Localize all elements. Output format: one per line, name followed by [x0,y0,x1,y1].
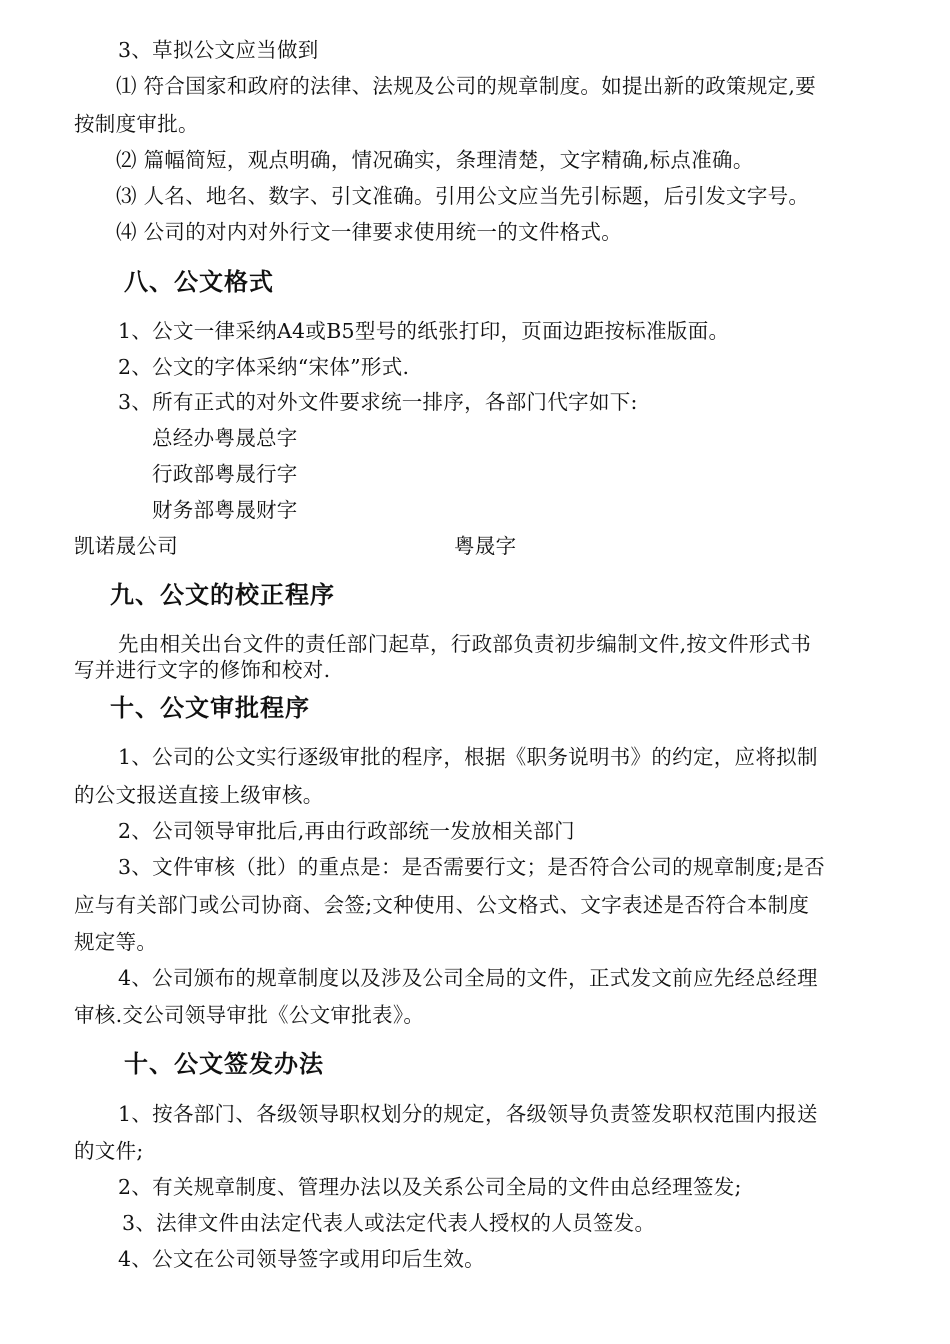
s10-item1-line1: 1、公司的公文实行逐级审批的程序，根据《职务说明书》的约定，应将拟制 [118,745,818,769]
s11-item2: 2、有关规章制度、管理办法以及关系公司全局的文件由总经理签发; [118,1175,742,1199]
s7-sub4: ⑷ 公司的对内对外行文一律要求使用统一的文件格式。 [116,220,623,244]
s8-dept2: 行政部粤晟行字 [152,462,298,486]
s10-item2: 2、公司领导审批后,再由行政部统一发放相关部门 [118,819,575,843]
s7-sub1-line2: 按制度审批。 [74,112,199,136]
s7-sub1-line1: ⑴ 符合国家和政府的法律、法规及公司的规章制度。如提出新的政策规定,要 [116,74,817,98]
s11-item1-line2: 的文件; [74,1139,144,1163]
s10-item1-line2: 的公文报送直接上级审核。 [74,783,324,807]
s11-heading: 十、公文签发办法 [124,1050,324,1078]
s8-dept1: 总经办粤晟总字 [152,426,298,450]
s10-item4-line2: 审核.交公司领导审批《公文审批表》。 [74,1003,425,1027]
s9-para-line1: 先由相关出台文件的责任部门起草，行政部负责初步编制文件,按文件形式书 [118,632,812,656]
s9-para-line2: 写并进行文字的修饰和校对. [74,658,331,682]
s10-item3-line2: 应与有关部门或公司协商、会签;文种使用、公文格式、文字表述是否符合本制度 [74,893,810,917]
s8-heading: 八、公文格式 [124,268,274,296]
s9-heading: 九、公文的校正程序 [110,581,335,609]
s10-item4-line1: 4、公司颁布的规章制度以及涉及公司全局的文件，正式发文前应先经总经理 [118,966,818,990]
s11-item1-line1: 1、按各部门、各级领导职权划分的规定，各级领导负责签发职权范围内报送 [118,1102,818,1126]
s7-sub3: ⑶ 人名、地名、数字、引文准确。引用公文应当先引标题，后引发文字号。 [116,184,810,208]
s11-item4: 4、公文在公司领导签字或用印后生效。 [118,1247,485,1271]
s10-heading: 十、公文审批程序 [110,694,310,722]
s8-dept3: 财务部粤晟财字 [152,498,298,522]
s10-item3-line3: 规定等。 [74,930,158,954]
s7-sub2: ⑵ 篇幅简短，观点明确，情况确实，条理清楚，文字精确,标点准确。 [116,148,754,172]
s11-item3: 3、法律文件由法定代表人或法定代表人授权的人员签发。 [122,1211,656,1235]
s10-item3-line1: 3、文件审核（批）的重点是：是否需要行文；是否符合公司的规章制度;是否 [118,855,825,879]
s8-item2: 2、公文的字体采纳“宋体”形式. [118,355,410,379]
s8-item3: 3、所有正式的对外文件要求统一排序，各部门代字如下: [118,390,638,414]
s8-dept4-name: 凯诺晟公司 [74,534,178,558]
s7-item3: 3、草拟公文应当做到 [118,38,319,62]
s8-dept4-code: 粤晟字 [454,534,517,558]
s8-item1: 1、公文一律采纳A4或B5型号的纸张打印，页面边距按标准版面。 [118,319,730,343]
